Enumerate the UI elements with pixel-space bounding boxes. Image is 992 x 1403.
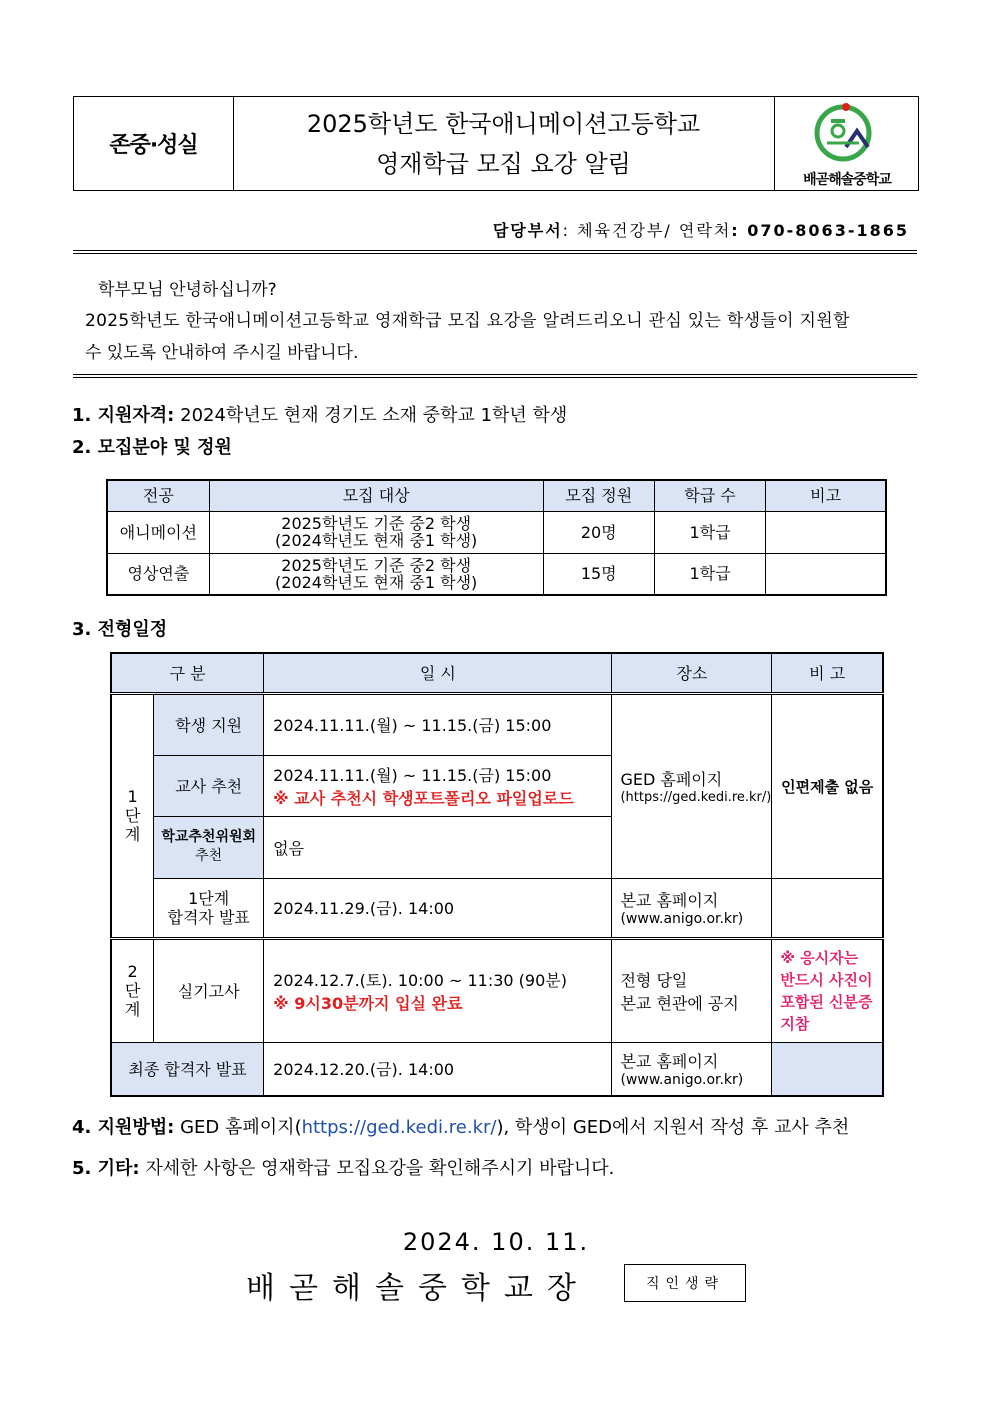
phone-value: : 070-8063-1865 <box>731 221 909 240</box>
place-home <box>612 1042 772 1096</box>
col-header-place: 장소 <box>612 653 772 693</box>
row-label: 교사 추천 <box>154 755 264 816</box>
place-home <box>612 878 772 938</box>
recruit-table <box>106 479 887 596</box>
row-label: 학생 지원 <box>154 693 264 755</box>
table-header-row <box>107 480 886 511</box>
row-label <box>154 816 264 878</box>
cell-major: 영상연출 <box>107 553 209 595</box>
table-header-row <box>111 653 883 693</box>
col-header-note: 비고 <box>766 480 886 511</box>
header-box <box>73 96 919 191</box>
seal-omitted-box: 직인생략 <box>624 1264 746 1302</box>
row-label-line: 합격자 발표 <box>167 907 250 927</box>
cell-target-line: 2025학년도 기준 중2 학생 <box>281 555 472 575</box>
row-datetime: 없음 <box>264 816 612 878</box>
row-datetime-text: 2024.12.7.(토). 10:00 ~ 11:30 (90분) <box>273 970 567 990</box>
intro-line-3: 수 있도록 안내하여 주시길 바랍니다. <box>85 343 359 363</box>
row-label: 실기고사 <box>154 938 264 1042</box>
place-url: (https://ged.kedi.re.kr/) <box>620 790 772 805</box>
place-ged <box>612 693 772 878</box>
motto: 존중·성실 <box>74 97 234 190</box>
section-3-label: 3. 전형일정 <box>72 619 168 640</box>
title-line-1: 2025학년도 한국애니메이션고등학교 <box>306 109 701 138</box>
place-line: 전형 당일 <box>620 970 688 990</box>
greeting: 학부모님 안녕하십니까? <box>98 280 277 300</box>
intro-line-2: 2025학년도 한국애니메이션고등학교 영재학급 모집 요강을 알려드리오니 관심 있는 학생들이 지원할 <box>85 311 850 331</box>
row-label-line: 학교추천위원회 <box>161 829 257 845</box>
section-eligibility <box>72 401 567 427</box>
cell-target-line: (2024학년도 현재 중1 학생) <box>275 572 478 592</box>
row-datetime <box>264 938 612 1042</box>
ged-link[interactable]: https://ged.kedi.re.kr/ <box>301 1117 497 1138</box>
cell-target-line: 2025학년도 기준 중2 학생 <box>281 514 472 533</box>
row-label-line: 추천 <box>195 848 223 864</box>
section-5-text: 자세한 사항은 영재학급 모집요강을 확인해주시기 바랍니다. <box>139 1158 615 1179</box>
section-apply-method <box>72 1113 849 1139</box>
table-row <box>107 511 886 553</box>
table-row <box>111 878 883 938</box>
col-header-note: 비 고 <box>772 653 883 693</box>
cell-note <box>766 511 886 553</box>
place-line: 본교 홈페이지 <box>620 1052 719 1072</box>
row-datetime <box>264 755 612 816</box>
section-1-label: 1. 지원자격: <box>72 405 175 426</box>
section-4-text: ), 학생이 GED에서 지원서 작성 후 교사 추천 <box>496 1117 850 1138</box>
table-row <box>107 553 886 595</box>
section-5-label: 5. 기타: <box>72 1158 140 1179</box>
warning-text: ※ 9시30분까지 입실 완료 <box>273 993 463 1013</box>
col-header-classes: 학급 수 <box>654 480 765 511</box>
title-line-2: 영재학급 모집 요강 알림 <box>376 149 631 178</box>
place-line: GED 홈페이지 <box>620 770 723 789</box>
note-empty <box>772 1042 883 1096</box>
place-onsite <box>612 938 772 1042</box>
phone-label: 연락처 <box>678 221 732 240</box>
schedule-table <box>110 652 884 1097</box>
col-header-quota: 모집 정원 <box>543 480 654 511</box>
document-title <box>233 97 774 190</box>
divider-top <box>73 250 917 254</box>
table-row <box>111 1042 883 1096</box>
school-logo <box>774 97 919 190</box>
table-row <box>111 938 883 1042</box>
school-emblem-icon <box>813 101 881 169</box>
section-recruit-heading <box>72 433 232 459</box>
section-1-text: 2024학년도 현재 경기도 소재 중학교 1학년 학생 <box>174 405 568 426</box>
col-header-datetime: 일 시 <box>264 653 612 693</box>
col-header-target: 모집 대상 <box>209 480 543 511</box>
stage-2-label: 2 단 계 <box>111 938 154 1042</box>
table-row <box>111 693 883 755</box>
note-empty <box>772 878 883 938</box>
section-4-text: GED 홈페이지( <box>174 1117 302 1138</box>
cell-classes: 1학급 <box>654 553 765 595</box>
row-label-line: 1단계 <box>188 888 230 908</box>
cell-classes: 1학급 <box>654 511 765 553</box>
section-2-label: 2. 모집분야 및 정원 <box>72 437 232 458</box>
col-header-major: 전공 <box>107 480 209 511</box>
issue-date: 2024. 10. 11. <box>402 1228 590 1256</box>
row-label: 최종 합격자 발표 <box>111 1042 264 1096</box>
warning-text: ※ 교사 추천시 학생포트폴리오 파일업로드 <box>273 788 574 808</box>
place-line: 본교 홈페이지 <box>620 891 719 910</box>
cell-target <box>209 553 543 595</box>
place-url: (www.anigo.or.kr) <box>620 1072 744 1089</box>
principal-signature: 배곧해솔중학교장 <box>246 1271 590 1306</box>
section-etc <box>72 1154 614 1180</box>
cell-major: 애니메이션 <box>107 511 209 553</box>
row-datetime: 2024.11.29.(금). 14:00 <box>264 878 612 938</box>
cell-quota: 20명 <box>543 511 654 553</box>
cell-target-line: (2024학년도 현재 중1 학생) <box>275 531 478 550</box>
note-id-card: ※ 응시자는 반드시 사진이 포함된 신분증 지참 <box>772 938 883 1042</box>
row-datetime: 2024.11.11.(월) ~ 11.15.(금) 15:00 <box>264 693 612 755</box>
contact-line <box>493 218 909 241</box>
note-stage-1: 인편제출 없음 <box>772 693 883 878</box>
place-url: (www.anigo.or.kr) <box>620 911 744 927</box>
cell-quota: 15명 <box>543 553 654 595</box>
row-datetime-text: 2024.11.11.(월) ~ 11.15.(금) 15:00 <box>273 765 552 785</box>
cell-target <box>209 511 543 553</box>
school-logo-text: 배곧해솔중학교 <box>803 172 891 188</box>
col-header-category: 구 분 <box>111 653 264 693</box>
cell-note <box>766 553 886 595</box>
section-schedule-heading <box>72 615 167 641</box>
stage-1-label: 1 단 계 <box>111 693 154 938</box>
place-line: 본교 현관에 공지 <box>620 993 739 1013</box>
dept-label: 담당부서 <box>492 221 563 240</box>
section-4-label: 4. 지원방법: <box>72 1117 175 1138</box>
row-label <box>154 878 264 938</box>
dept-value: : 체육건강부/ <box>562 221 679 240</box>
row-datetime: 2024.12.20.(금). 14:00 <box>264 1042 612 1096</box>
divider-bottom <box>73 374 917 378</box>
